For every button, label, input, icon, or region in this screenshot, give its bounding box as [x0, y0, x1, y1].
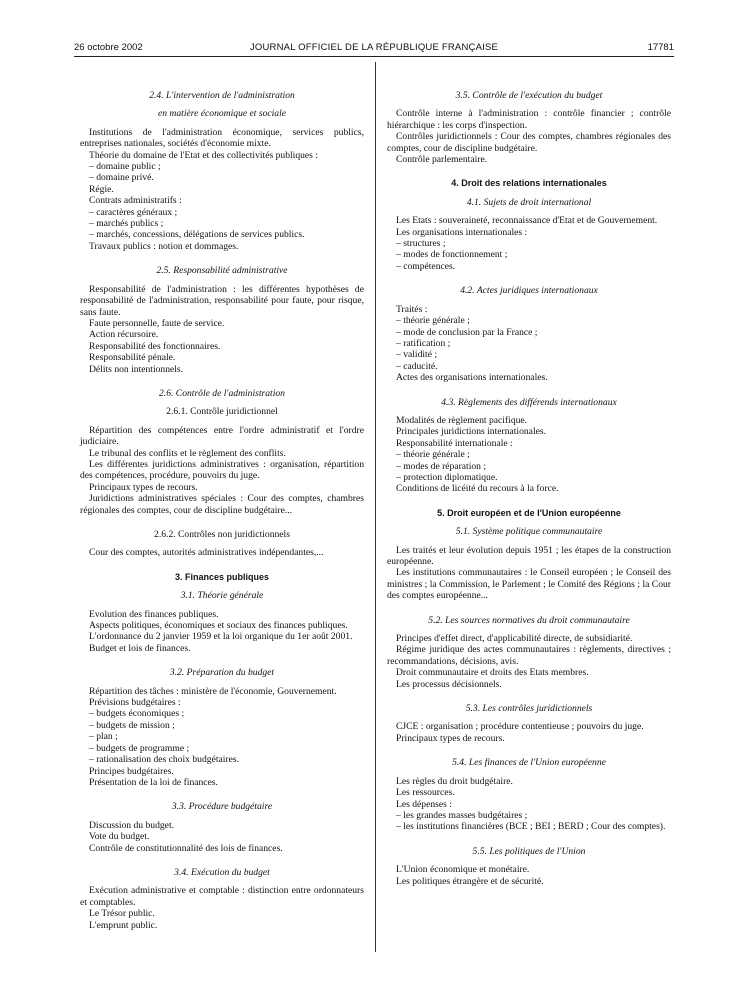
- text-line: L'ordonnance du 2 janvier 1959 et la loi organique du 1er août 2001.: [89, 631, 353, 643]
- spacer: [80, 252, 364, 265]
- text-line: Responsabilité de l'administration : les différentes hypothèses de responsabilité de l'administration, responsabilité pour faute, pour risque, sans faute.: [80, 283, 364, 318]
- text-line: Institutions de l'administration économique, services publics, entreprises nationales, sociétés d'économie mixte.: [80, 126, 364, 150]
- text-line: – protection diplomatique.: [396, 471, 498, 483]
- section-heading: 5.5. Les politiques de l'Union: [472, 845, 586, 857]
- text-line: – caducité.: [396, 360, 438, 372]
- text-line: Budget et lois de finances.: [89, 642, 191, 654]
- text-line: – modes de fonctionnement ;: [396, 249, 508, 261]
- header-title: JOURNAL OFFICIEL DE LA RÉPUBLIQUE FRANÇAISE: [249, 42, 499, 53]
- text-line: L'emprunt public.: [89, 919, 158, 931]
- text-line: – rationalisation des choix budgétaires.: [89, 754, 239, 766]
- section-heading: 3.1. Théorie générale: [180, 590, 264, 602]
- section-heading: 4. Droit des relations internationales: [451, 178, 607, 189]
- section-heading: 3.4. Exécution du budget: [174, 866, 270, 878]
- text-line: Aspects politiques, économiques et sociaux des finances publiques.: [89, 620, 348, 632]
- text-line: Le tribunal des conflits et le règlement des conflits.: [89, 447, 286, 459]
- section-heading: 3.2. Préparation du budget: [169, 667, 275, 679]
- text-line: Exécution administrative et comptable : distinction entre ordonnateurs et comptables.: [80, 885, 364, 908]
- text-line: Les politiques étrangère et de sécurité.: [396, 875, 544, 887]
- text-line: – budgets de mission ;: [89, 719, 175, 731]
- page-header: [74, 42, 674, 56]
- section-heading: 3.5. Contrôle de l'exécution du budget: [455, 90, 603, 101]
- section-heading: 3.3. Procédure budgétaire: [171, 801, 273, 813]
- spacer: [387, 690, 671, 703]
- spacer: [80, 854, 364, 867]
- text-line: Contrats administratifs :: [89, 195, 182, 207]
- section-heading: 4.1. Sujets de droit international: [466, 196, 592, 208]
- spacer: [80, 375, 364, 388]
- text-line: Responsabilité internationale :: [396, 437, 513, 449]
- spacer: [387, 744, 671, 757]
- text-line: Modalités de règlement pacifique.: [396, 414, 528, 426]
- text-line: – budgets économiques ;: [89, 708, 185, 720]
- section-heading: 2.6.2. Contrôles non juridictionnels: [154, 529, 290, 540]
- text-line: Contrôle parlementaire.: [396, 154, 488, 166]
- spacer: [80, 516, 364, 529]
- text-line: Les ressources.: [396, 787, 455, 799]
- section-heading: 2.6. Contrôle de l'administration: [159, 387, 285, 399]
- text-line: – marchés publics ;: [89, 218, 164, 230]
- spacer: [80, 788, 364, 801]
- text-line: Régime juridique des actes communautaires : règlements, directives ; recommandations, décisions, avis.: [387, 644, 671, 667]
- spacer: [387, 384, 671, 397]
- text-line: Responsabilité des fonctionnaires.: [89, 340, 221, 352]
- text-line: Répartition des compétences entre l'ordre administratif et l'ordre judiciaire.: [80, 424, 364, 448]
- text-line: – les institutions financières (BCE ; BEI ; BERD ; Cour des comptes).: [396, 821, 666, 833]
- text-line: Délits non intentionnels.: [89, 363, 184, 375]
- text-line: Les Etats : souveraineté, reconnaissance d'Etat et de Gouvernement.: [396, 215, 658, 227]
- text-line: Les institutions communautaires : le Conseil européen ; le Conseil des ministres ; la Commission, le Parlement ; le Comité des Régions ; la Cour des comptes européenne...: [387, 567, 671, 602]
- section-heading: 2.4. L'intervention de l'administration: [149, 90, 295, 101]
- section-heading: 5. Droit européen et de l'Union européenne: [437, 507, 621, 518]
- text-line: – théorie générale ;: [396, 449, 470, 461]
- column-divider: [375, 62, 376, 952]
- text-line: – domaine public ;: [89, 161, 161, 173]
- text-line: Travaux publics : notion et dommages.: [89, 240, 239, 252]
- section-heading: 3. Finances publiques: [174, 571, 270, 582]
- section-heading: 5.1. Système politique communautaire: [455, 526, 603, 538]
- text-line: Les traités et leur évolution depuis 1951 ; les étapes de la construction européenne.: [387, 544, 671, 567]
- text-line: Présentation de la loi de finances.: [89, 776, 218, 788]
- spacer: [387, 833, 671, 846]
- text-line: Les organisations internationales :: [396, 226, 528, 238]
- text-line: Les règles du droit budgétaire.: [396, 775, 513, 787]
- text-line: – compétences.: [396, 260, 456, 272]
- left-column: [80, 90, 364, 931]
- text-line: – domaine privé.: [89, 172, 154, 184]
- text-line: Répartition des tâches : ministère de l'économie, Gouvernement.: [89, 685, 337, 697]
- text-line: Théorie du domaine de l'Etat et des collectivités publiques :: [89, 149, 318, 161]
- text-line: Les dépenses :: [396, 798, 452, 810]
- section-heading: 2.5. Responsabilité administrative: [156, 265, 288, 277]
- text-line: Principes budgétaires.: [89, 765, 174, 777]
- right-column: [387, 90, 671, 887]
- text-line: Faute personnelle, faute de service.: [89, 317, 225, 329]
- section-heading: 5.4. Les finances de l'Union européenne: [452, 757, 606, 769]
- text-line: Le Trésor public.: [89, 908, 155, 920]
- text-line: – budgets de programme ;: [89, 742, 190, 754]
- spacer: [80, 654, 364, 667]
- text-line: Action récursoire.: [89, 329, 159, 341]
- text-line: Evolution des finances publiques.: [89, 608, 219, 620]
- text-line: Contrôle de constitutionnalité des lois de finances.: [89, 842, 283, 854]
- text-line: CJCE : organisation ; procédure contentieuse ; pouvoirs du juge.: [396, 721, 644, 733]
- spacer: [387, 272, 671, 285]
- text-line: Traités :: [396, 303, 428, 315]
- text-line: Responsabilité pénale.: [89, 352, 176, 364]
- text-line: Droit communautaire et droits des Etats membres.: [396, 667, 589, 679]
- section-heading: 4.2. Actes juridiques internationaux: [460, 285, 598, 297]
- text-line: Actes des organisations internationales.: [396, 372, 548, 384]
- section-heading: 4.3. Règlements des différends internationaux: [441, 396, 617, 408]
- text-line: Cour des comptes, autorités administratives indépendantes,...: [89, 547, 324, 559]
- spacer: [80, 559, 364, 572]
- text-line: L'Union économique et monétaire.: [396, 864, 530, 876]
- text-line: – ratification ;: [396, 337, 451, 349]
- text-line: – marchés, concessions, délégations de services publics.: [89, 229, 305, 241]
- spacer: [387, 165, 671, 178]
- text-line: – modes de réparation ;: [396, 460, 487, 472]
- text-line: Principaux types de recours.: [396, 732, 505, 744]
- text-line: Principales juridictions internationales.: [396, 426, 547, 438]
- section-heading: 5.2. Les sources normatives du droit communautaire: [428, 614, 630, 626]
- text-line: Vote du budget.: [89, 831, 150, 843]
- header-date: 26 octobre 2002: [74, 42, 143, 53]
- text-line: – plan ;: [89, 731, 118, 743]
- spacer: [387, 495, 671, 508]
- text-line: – théorie générale ;: [396, 315, 470, 327]
- section-heading: 5.3. Les contrôles juridictionnels: [465, 703, 593, 715]
- text-line: Les différentes juridictions administratives : organisation, répartition des compétences, procédure, pouvoirs du juge.: [80, 458, 364, 482]
- header-page-number: 17781: [647, 42, 674, 53]
- text-line: – structures ;: [396, 238, 446, 250]
- text-line: Les processus décisionnels.: [396, 678, 502, 690]
- text-line: – validité ;: [396, 349, 438, 361]
- text-line: Principaux types de recours.: [89, 481, 198, 493]
- text-line: – les grandes masses budgétaires ;: [396, 809, 528, 821]
- header-rule: [74, 56, 674, 57]
- section-heading: en matière économique et sociale: [157, 108, 287, 120]
- section-heading: 2.6.1. Contrôle juridictionnel: [166, 406, 278, 418]
- spacer: [387, 602, 671, 615]
- text-line: – caractères généraux ;: [89, 206, 178, 218]
- text-line: Principes d'effet direct, d'applicabilité directe, de subsidiarité.: [396, 633, 633, 645]
- text-line: Juridictions administratives spéciales : Cour des comptes, chambres régionales des comptes, cour de discipline budgétaire...: [80, 493, 364, 516]
- text-line: Contrôle interne à l'administration : contrôle financier ; contrôle hiérarchique : les corps d'inspection.: [387, 108, 671, 131]
- text-line: Régie.: [89, 183, 114, 195]
- text-line: Discussion du budget.: [89, 819, 175, 831]
- text-line: Prévisions budgétaires :: [89, 697, 181, 709]
- text-line: Contrôles juridictionnels : Cour des comptes, chambres régionales des comptes, cour de discipline budgétaire.: [387, 131, 671, 154]
- text-line: Conditions de licéité du recours à la force.: [396, 483, 559, 495]
- text-line: – mode de conclusion par la France ;: [396, 326, 538, 338]
